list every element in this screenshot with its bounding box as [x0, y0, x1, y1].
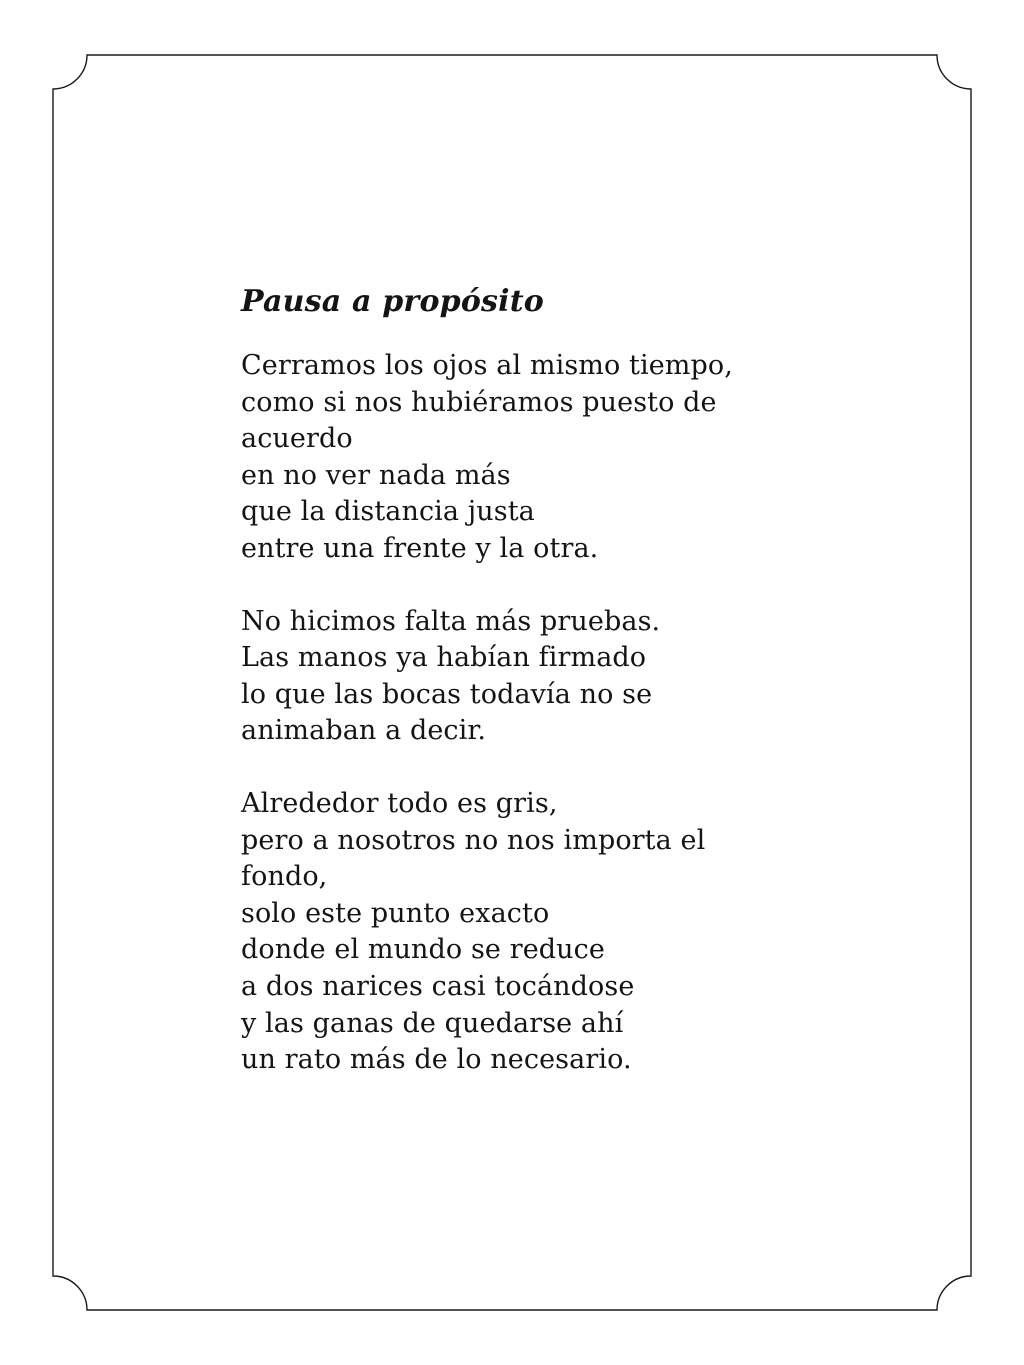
stanza-1	[241, 348, 881, 568]
poem-line: Alrededor todo es gris,	[241, 787, 558, 819]
stanza-3	[241, 786, 881, 1079]
poem-line: Cerramos los ojos al mismo tiempo,	[241, 350, 733, 381]
poem-line: fondo,	[241, 861, 328, 893]
poem-line: donde el mundo se reduce	[241, 934, 605, 966]
poem-title: Pausa a propósito	[241, 284, 544, 319]
poem-line: que la distancia justa	[241, 496, 535, 528]
poem-line: lo que las bocas todavía no se	[241, 678, 653, 710]
poem-line: animaban a decir.	[241, 715, 487, 747]
poem-line: acuerdo	[241, 423, 353, 455]
poem-line: un rato más de lo necesario.	[241, 1044, 632, 1076]
poem-line: entre una frente y la otra.	[241, 532, 599, 564]
poem-line: pero a nosotros no nos importa el	[241, 824, 706, 856]
poem-line: No hicimos falta más pruebas.	[241, 605, 661, 637]
poem	[241, 282, 881, 1115]
poem-line: y las ganas de quedarse ahí	[241, 1007, 624, 1039]
poem-line: en no ver nada más	[241, 459, 511, 491]
poem-line: como si nos hubiéramos puesto de	[241, 386, 717, 418]
poem-line: Las manos ya habían firmado	[241, 642, 647, 674]
poem-line: solo este punto exacto	[241, 897, 550, 929]
stanza-2	[241, 604, 881, 750]
poem-line: a dos narices casi tocándose	[241, 970, 635, 1002]
